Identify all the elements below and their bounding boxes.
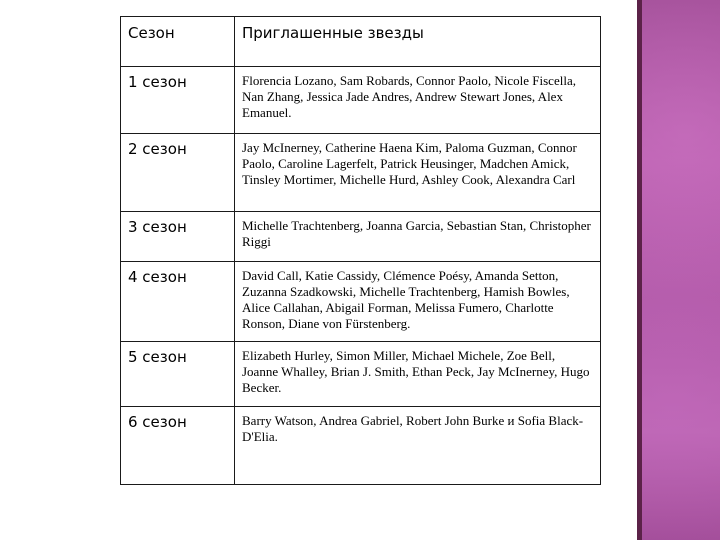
season-cell: 6 сезон: [121, 407, 235, 485]
guests-cell: David Call, Katie Cassidy, Clémence Poésy, Amanda Setton, Zuzanna Szadkowski, Michelle Trachtenberg, Hamish Bowles, Alice Callahan, Abigail Forman, Melissa Fumero, Charlotte Ronson, Diane von Fürstenberg.: [235, 262, 601, 342]
season-cell: 2 сезон: [121, 134, 235, 212]
season-cell: 3 сезон: [121, 212, 235, 262]
header-guests-cell: Приглашенные звезды: [235, 17, 601, 67]
table-row: [121, 67, 601, 134]
table-row: [121, 134, 601, 212]
season-cell: 1 сезон: [121, 67, 235, 134]
table-row: [121, 342, 601, 407]
header-season-cell: Сезон: [121, 17, 235, 67]
guests-cell: Elizabeth Hurley, Simon Miller, Michael Michele, Zoe Bell, Joanne Whalley, Brian J. Smith, Ethan Peck, Jay McInerney, Hugo Becker.: [235, 342, 601, 407]
guests-cell: Barry Watson, Andrea Gabriel, Robert John Burke и Sofia Black-D'Elia.: [235, 407, 601, 485]
guests-cell: Florencia Lozano, Sam Robards, Connor Paolo, Nicole Fiscella, Nan Zhang, Jessica Jade Andres, Andrew Stewart Jones, Alex Emanuel.: [235, 67, 601, 134]
decorative-side-panel: [642, 0, 720, 540]
guests-cell: Michelle Trachtenberg, Joanna Garcia, Sebastian Stan, Christopher Riggi: [235, 212, 601, 262]
table-row: [121, 262, 601, 342]
season-cell: 5 сезон: [121, 342, 235, 407]
guests-cell: Jay McInerney, Catherine Haena Kim, Paloma Guzman, Connor Paolo, Caroline Lagerfelt, Patrick Heusinger, Madchen Amick, Tinsley Mortimer, Michelle Hurd, Ashley Cook, Alexandra Carl: [235, 134, 601, 212]
table-row: [121, 212, 601, 262]
guest-stars-table: [120, 16, 601, 485]
season-cell: 4 сезон: [121, 262, 235, 342]
table-row: [121, 407, 601, 485]
table-header-row: [121, 17, 601, 67]
